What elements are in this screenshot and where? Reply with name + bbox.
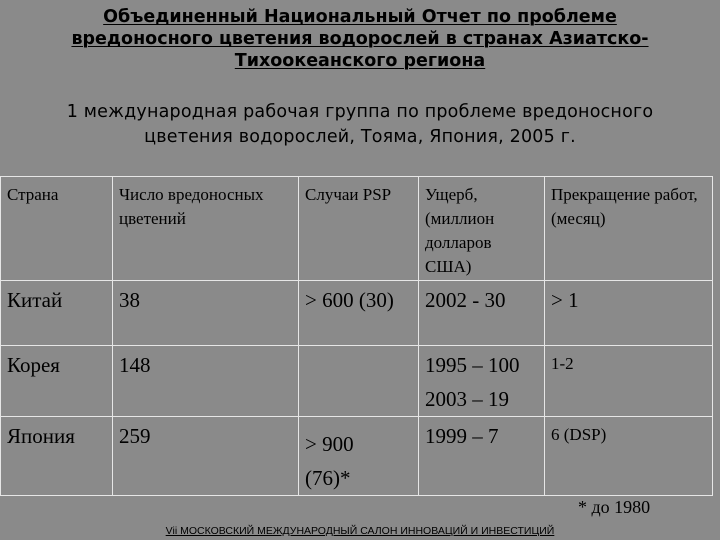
slide-title-line-2: вредоносного цветения водорослей в странах Азиатско- xyxy=(71,29,649,49)
hab-report-table xyxy=(0,176,713,496)
slide-subtitle xyxy=(0,100,720,150)
cell-psp-cases: > 600 (30) xyxy=(299,281,419,346)
cell-country: Япония xyxy=(1,417,113,496)
table-row xyxy=(1,346,713,417)
cell-damage: 1995 – 100 2003 – 19 xyxy=(419,346,545,417)
slide-title xyxy=(0,6,720,72)
table-row xyxy=(1,417,713,496)
cell-bloom-count: 259 xyxy=(113,417,299,496)
header-bloom-count: Число вредоносных цветений xyxy=(113,177,299,281)
cell-country: Китай xyxy=(1,281,113,346)
cell-psp-cases: > 900 (76)* xyxy=(299,417,419,496)
slide-subtitle-line-2: цветения водорослей, Тояма, Япония, 2005 г. xyxy=(144,127,576,147)
cell-work-stoppage: 6 (DSP) xyxy=(545,417,713,496)
header-work-stoppage: Прекращение работ, (месяц) xyxy=(545,177,713,281)
table-row xyxy=(1,281,713,346)
footnote: * до 1980 xyxy=(578,497,651,517)
slide-subtitle-line-1: 1 международная рабочая группа по проблеме вредоносного xyxy=(66,102,654,122)
header-damage: Ущерб, (миллион долларов США) xyxy=(419,177,545,281)
slide-title-line-3: Тихоокеанского региона xyxy=(234,51,486,71)
cell-psp-cases xyxy=(299,346,419,417)
slide-title-line-1: Объединенный Национальный Отчет по проблеме xyxy=(103,7,617,27)
table-header-row xyxy=(1,177,713,281)
cell-damage: 1999 – 7 xyxy=(419,417,545,496)
cell-work-stoppage: 1-2 xyxy=(545,346,713,417)
cell-damage: 2002 - 30 xyxy=(419,281,545,346)
header-psp-cases: Случаи PSP xyxy=(299,177,419,281)
footer-event-name: Vii МОСКОВСКИЙ МЕЖДУНАРОДНЫЙ САЛОН ИННОВАЦИЙ И ИНВЕСТИЦИЙ xyxy=(165,525,555,537)
cell-country: Корея xyxy=(1,346,113,417)
header-country: Страна xyxy=(1,177,113,281)
cell-bloom-count: 148 xyxy=(113,346,299,417)
cell-bloom-count: 38 xyxy=(113,281,299,346)
cell-work-stoppage: > 1 xyxy=(545,281,713,346)
